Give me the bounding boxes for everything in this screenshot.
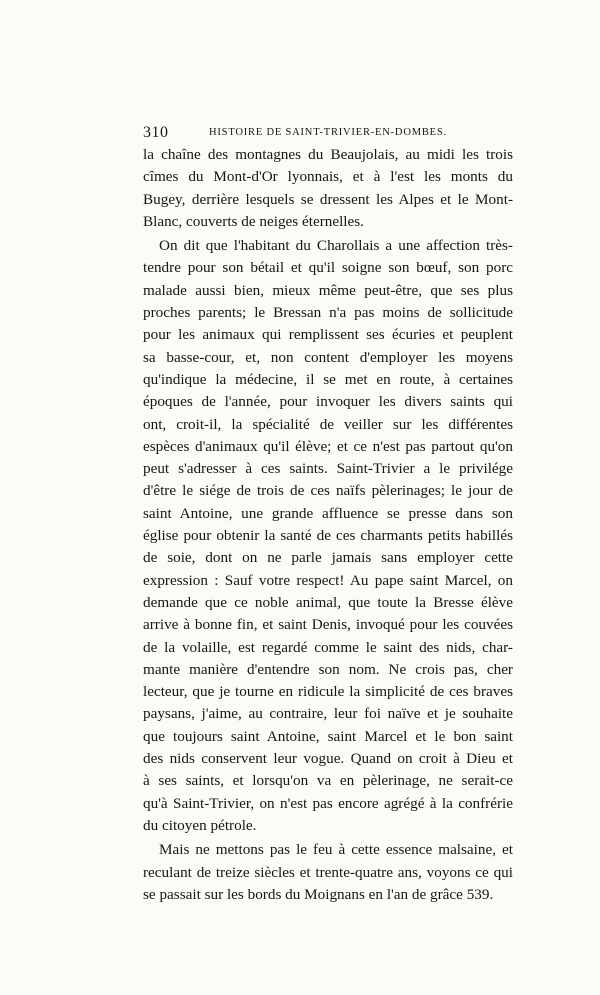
- paragraph: [143, 235, 513, 837]
- text-line: mante manière d'entendre son nom. Ne crois pas, cher: [143, 660, 513, 678]
- text-line: demande que ce noble animal, que toute la Bresse élève: [143, 593, 513, 611]
- text-line: de la volaille, est regardé comme le saint des nids, char-: [143, 638, 513, 656]
- text-line: arrive à bonne fin, et saint Denis, invoqué pour les couvées: [143, 616, 513, 634]
- text-line: peut s'adresser à ces saints. Saint-Trivier a le privilége: [143, 460, 513, 478]
- text-line: proches parents; le Bressan n'a pas moins de sollicitude: [143, 304, 513, 322]
- text-line: se passait sur les bords du Moignans en l'an de grâce 539.: [143, 885, 494, 903]
- paragraph: [143, 839, 513, 906]
- text-line: des nids conservent leur vogue. Quand on croit à Dieu et: [143, 750, 513, 768]
- text-line: tendre pour son bétail et qu'il soigne son bœuf, son porc: [143, 259, 513, 277]
- text-line: lecteur, que je tourne en ridicule la simplicité de ces braves: [143, 683, 513, 701]
- running-title: HISTOIRE DE SAINT-TRIVIER-EN-DOMBES.: [209, 127, 447, 138]
- text-line: On dit que l'habitant du Charollais a une affection très-: [159, 237, 513, 255]
- text-line: ont, croit-il, la spécialité de veiller sur les différentes: [143, 415, 513, 433]
- text-line: de soie, dont on ne parle jamais sans employer cette: [143, 549, 513, 567]
- text-line: qu'indique la médecine, il se met en route, à certaines: [143, 370, 513, 388]
- body-text: [143, 144, 513, 906]
- text-line: cîmes du Mont-d'Or lyonnais, et à l'est les monts du: [143, 168, 513, 186]
- text-line: Mais ne mettons pas le feu à cette essence malsaine, et: [159, 841, 513, 859]
- text-line: sa basse-cour, et, non content d'employer les moyens: [143, 348, 513, 366]
- text-line: pour les animaux qui remplissent ses écuries et peuplent: [143, 326, 513, 344]
- paragraph: [143, 144, 513, 233]
- text-line: saint Antoine, une grande affluence se presse dans son: [143, 504, 513, 522]
- text-line: église pour obtenir la santé de ces charmants petits habillés: [143, 527, 513, 545]
- text-line: époques de l'année, pour invoquer les divers saints qui: [143, 393, 513, 411]
- text-line: expression : Sauf votre respect! Au pape saint Marcel, on: [143, 571, 513, 589]
- text-line: malade aussi bien, mieux même peut-être, que ses plus: [143, 281, 513, 299]
- text-line: qu'à Saint-Trivier, on n'est pas encore agrégé à la confrérie: [143, 794, 513, 812]
- text-line: Bugey, derrière lesquels se dressent les Alpes et le Mont-: [143, 190, 513, 208]
- text-line: paysans, j'aime, au contraire, leur foi naïve et je souhaite: [143, 705, 513, 723]
- text-line: reculant de treize siècles et trente-quatre ans, voyons ce qui: [143, 863, 513, 881]
- text-line: Blanc, couverts de neiges éternelles.: [143, 212, 364, 230]
- text-line: à ses saints, et lorsqu'on va en pèlerinage, ne serait-ce: [143, 772, 513, 790]
- text-line: d'être le siége de trois de ces naïfs pèlerinages; le jour de: [143, 482, 513, 500]
- text-line: espèces d'animaux qu'il élève; et ce n'est pas partout qu'on: [143, 437, 513, 455]
- text-line: que toujours saint Antoine, saint Marcel et le bon saint: [143, 727, 513, 745]
- text-line: la chaîne des montagnes du Beaujolais, au midi les trois: [143, 146, 513, 163]
- page-header: [143, 124, 513, 146]
- text-line: du citoyen pétrole.: [143, 816, 257, 834]
- page-number: 310: [143, 124, 169, 141]
